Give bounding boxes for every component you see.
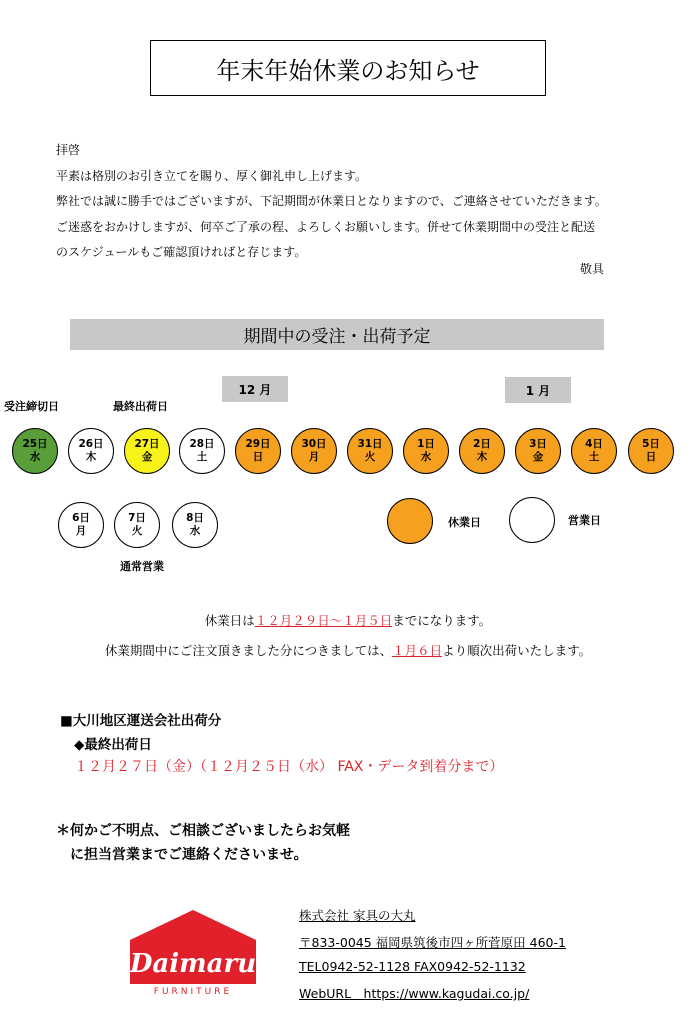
order-deadline-label: 受注締切日 bbox=[4, 400, 59, 413]
shipping-resume-date: １月６日 bbox=[392, 643, 443, 658]
okawa-last-ship-detail: １２月２７日（金）（１２月２５日（水） FAX・データ到着分まで） bbox=[74, 759, 504, 775]
day-circle bbox=[347, 428, 393, 474]
day-circle bbox=[12, 428, 58, 474]
day-circle bbox=[235, 428, 281, 474]
holiday-notice-prefix: 休業日は bbox=[204, 613, 255, 628]
day-weekday: 木 bbox=[85, 451, 97, 463]
month-label-january: 1 月 bbox=[505, 377, 571, 403]
letter-line-3: ご迷惑をおかけしますが、何卒ご了承の程、よろしくお願いします。併せて休業期間中の受注と配送 bbox=[56, 219, 596, 234]
day-number: 8日 bbox=[186, 512, 204, 524]
day-weekday: 日 bbox=[252, 451, 264, 463]
logo-wordmark: Daimaru bbox=[129, 949, 257, 979]
day-circle bbox=[291, 428, 337, 474]
day-weekday: 金 bbox=[141, 451, 153, 463]
logo-subtext: FURNITURE bbox=[153, 987, 233, 996]
day-weekday: 日 bbox=[645, 451, 657, 463]
day-circle bbox=[459, 428, 505, 474]
day-circle bbox=[179, 428, 225, 474]
day-number: 30日 bbox=[301, 438, 327, 450]
day-number: 29日 bbox=[245, 438, 271, 450]
contact-note-line-2: に担当営業までご連絡くださいませ。 bbox=[70, 847, 308, 863]
day-weekday: 土 bbox=[196, 451, 208, 463]
day-weekday: 水 bbox=[29, 451, 41, 463]
day-circle-after bbox=[114, 502, 160, 548]
shipping-notice-suffix: より順次出荷いたします。 bbox=[442, 643, 592, 658]
day-number: 6日 bbox=[72, 512, 90, 524]
company-website-link[interactable]: WebURL https://www.kagudai.co.jp/ bbox=[299, 986, 530, 1001]
day-circle bbox=[515, 428, 561, 474]
letter-line-1: 平素は格別のお引き立てを賜り、厚く御礼申し上げます。 bbox=[56, 168, 368, 183]
day-circle bbox=[628, 428, 674, 474]
letter-line-4: のスケジュールもご確認頂ければと存じます。 bbox=[56, 245, 307, 259]
day-number: 26日 bbox=[78, 438, 104, 450]
holiday-notice-suffix: までになります。 bbox=[392, 613, 492, 628]
legend-business-swatch bbox=[509, 497, 555, 543]
day-number: 27日 bbox=[134, 438, 160, 450]
company-phone: TEL0942-52-1128 FAX0942-52-1132 bbox=[299, 959, 526, 974]
daimaru-logo bbox=[128, 908, 258, 996]
day-weekday: 土 bbox=[588, 451, 600, 463]
schedule-heading: 期間中の受注・出荷予定 bbox=[70, 319, 604, 350]
month-label-december: 12 月 bbox=[222, 376, 288, 402]
day-number: 28日 bbox=[189, 438, 215, 450]
page-title: 年末年始休業のお知らせ bbox=[150, 40, 546, 96]
day-number: 4日 bbox=[585, 438, 603, 450]
legend-holiday-label: 休業日 bbox=[448, 516, 481, 529]
okawa-heading: ■大川地区運送会社出荷分 bbox=[60, 713, 222, 729]
day-weekday: 月 bbox=[308, 451, 320, 463]
day-number: 31日 bbox=[357, 438, 383, 450]
letter-line-2: 弊社では誠に勝手ではございますが、下記期間が休業日となりますので、ご連絡させていただきます。 bbox=[56, 194, 607, 208]
letter-opening: 拝啓 bbox=[56, 143, 81, 157]
shipping-resume-notice bbox=[0, 641, 696, 659]
day-circle-after bbox=[172, 502, 218, 548]
company-address: 〒833-0045 福岡県筑後市四ヶ所菅原田 460-1 bbox=[299, 935, 566, 950]
day-weekday: 水 bbox=[189, 525, 201, 537]
holiday-range-notice bbox=[0, 611, 696, 629]
last-shipping-label: 最終出荷日 bbox=[113, 400, 168, 413]
day-weekday: 火 bbox=[131, 525, 143, 537]
legend-business-label: 営業日 bbox=[568, 514, 601, 527]
day-number: 3日 bbox=[529, 438, 547, 450]
day-circle bbox=[124, 428, 170, 474]
day-weekday: 木 bbox=[476, 451, 488, 463]
day-circle bbox=[403, 428, 449, 474]
day-weekday: 火 bbox=[364, 451, 376, 463]
day-number: 1日 bbox=[417, 438, 435, 450]
day-weekday: 月 bbox=[75, 525, 87, 537]
letter-closing: 敬具 bbox=[580, 262, 605, 276]
day-circle bbox=[68, 428, 114, 474]
contact-note-line-1: ＊何かご不明点、ご相談ございましたらお気軽 bbox=[56, 823, 350, 839]
normal-business-label: 通常営業 bbox=[120, 560, 164, 573]
daimaru-logo-icon bbox=[128, 908, 258, 996]
day-weekday: 金 bbox=[532, 451, 544, 463]
day-number: 5日 bbox=[642, 438, 660, 450]
day-weekday: 水 bbox=[420, 451, 432, 463]
day-number: 2日 bbox=[473, 438, 491, 450]
day-circle bbox=[571, 428, 617, 474]
shipping-notice-prefix: 休業期間中にご注文頂きました分につきましては、 bbox=[104, 643, 393, 658]
day-circle-after bbox=[58, 502, 104, 548]
company-name: 株式会社 家具の大丸 bbox=[299, 908, 416, 923]
greeting-letter bbox=[56, 138, 607, 266]
day-number: 7日 bbox=[128, 512, 146, 524]
holiday-range: １２月２９日～１月５日 bbox=[254, 613, 393, 628]
day-number: 25日 bbox=[22, 438, 48, 450]
okawa-subheading: ◆最終出荷日 bbox=[74, 737, 152, 753]
legend-holiday-swatch bbox=[387, 498, 433, 544]
